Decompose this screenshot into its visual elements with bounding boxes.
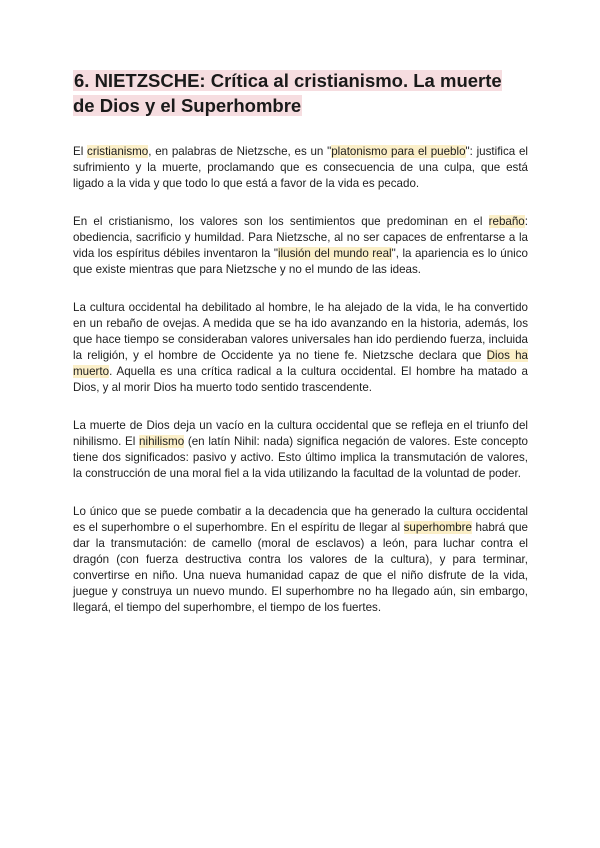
paragraph-text: (en latín Nihil: nada) significa negación de valores. Este concepto tiene dos significados: pasivo y activo. Esto último implica la transmutación de valores, la construcción de una moral fiel a la vida utilizando la facultad de la voluntad de poder. <box>73 435 528 480</box>
page-title-text: 6. NIETZSCHE: Crítica al cristianismo. La muerte de Dios y el Superhombre <box>73 70 502 116</box>
highlighted-term: ilusión del mundo real <box>277 247 392 260</box>
paragraph-1 <box>73 144 528 192</box>
paragraph-text: ": justifica el sufrimiento y la muerte, proclamando que es consecuencia de una culpa, que está ligado a la vida y que todo lo que está a favor de la vida es pecado. <box>73 145 528 190</box>
paragraph-text: La muerte de Dios deja un vacío en la cultura occidental que se refleja en el triunfo del nihilismo. El <box>73 419 528 448</box>
paragraph-5 <box>73 504 528 616</box>
highlighted-term: nihilismo <box>139 435 185 448</box>
highlighted-term: Dios ha muerto <box>73 349 529 378</box>
page-title <box>73 68 528 118</box>
highlighted-term: superhombre <box>403 521 472 534</box>
paragraph-text: El <box>73 145 88 158</box>
paragraph-text: . Aquella es una crítica radical a la cultura occidental. El hombre ha matado a Dios, y al morir Dios ha muerto todo sentido trascendente. <box>73 365 528 394</box>
highlighted-term: cristianismo <box>87 145 149 158</box>
paragraph-text: Lo único que se puede combatir a la decadencia que ha generado la cultura occidental es el superhombre o el superhombre. En el espíritu de llegar al <box>73 505 528 534</box>
paragraph-3 <box>73 300 528 396</box>
highlighted-term: platonismo para el pueblo <box>331 145 466 158</box>
paragraph-text: En el cristianismo, los valores son los sentimientos que predominan en el <box>73 215 489 228</box>
document-body <box>73 144 528 616</box>
paragraph-text: : obediencia, sacrificio y humildad. Para Nietzsche, al no ser capaces de enfrentarse a la vida los espíritus débiles inventaron la " <box>73 215 528 260</box>
paragraph-4 <box>73 418 528 482</box>
paragraph-text: habrá que dar la transmutación: de camello (moral de esclavos) a león, para luchar contra el dragón (con fuerza destructiva contra los valores de la cultura), y para terminar, convertirse en niño. Una nueva humanidad capaz de que el niño disfrute de la vida, juegue y construya un nuevo mundo. El superhombre no ha llegado aún, sin embargo, llegará, el tiempo del superhombre, el tiempo de los fuertes. <box>73 521 528 614</box>
paragraph-text: , en palabras de Nietzsche, es un " <box>148 145 332 158</box>
highlighted-term: rebaño <box>488 215 525 228</box>
paragraph-text: ", la apariencia es lo único que existe mientras que para Nietzsche y no el mundo de las ideas. <box>73 247 528 276</box>
paragraph-text: La cultura occidental ha debilitado al hombre, le ha alejado de la vida, le ha convertido en un rebaño de ovejas. A medida que se ha ido avanzando en la historia, además, los que hace tiempo se consideraban valores universales han ido perdiendo fuerza, incluida la religión, y el hombre de Occidente ya no tiene fe. Nietzsche declara que <box>73 301 528 362</box>
paragraph-2 <box>73 214 528 278</box>
